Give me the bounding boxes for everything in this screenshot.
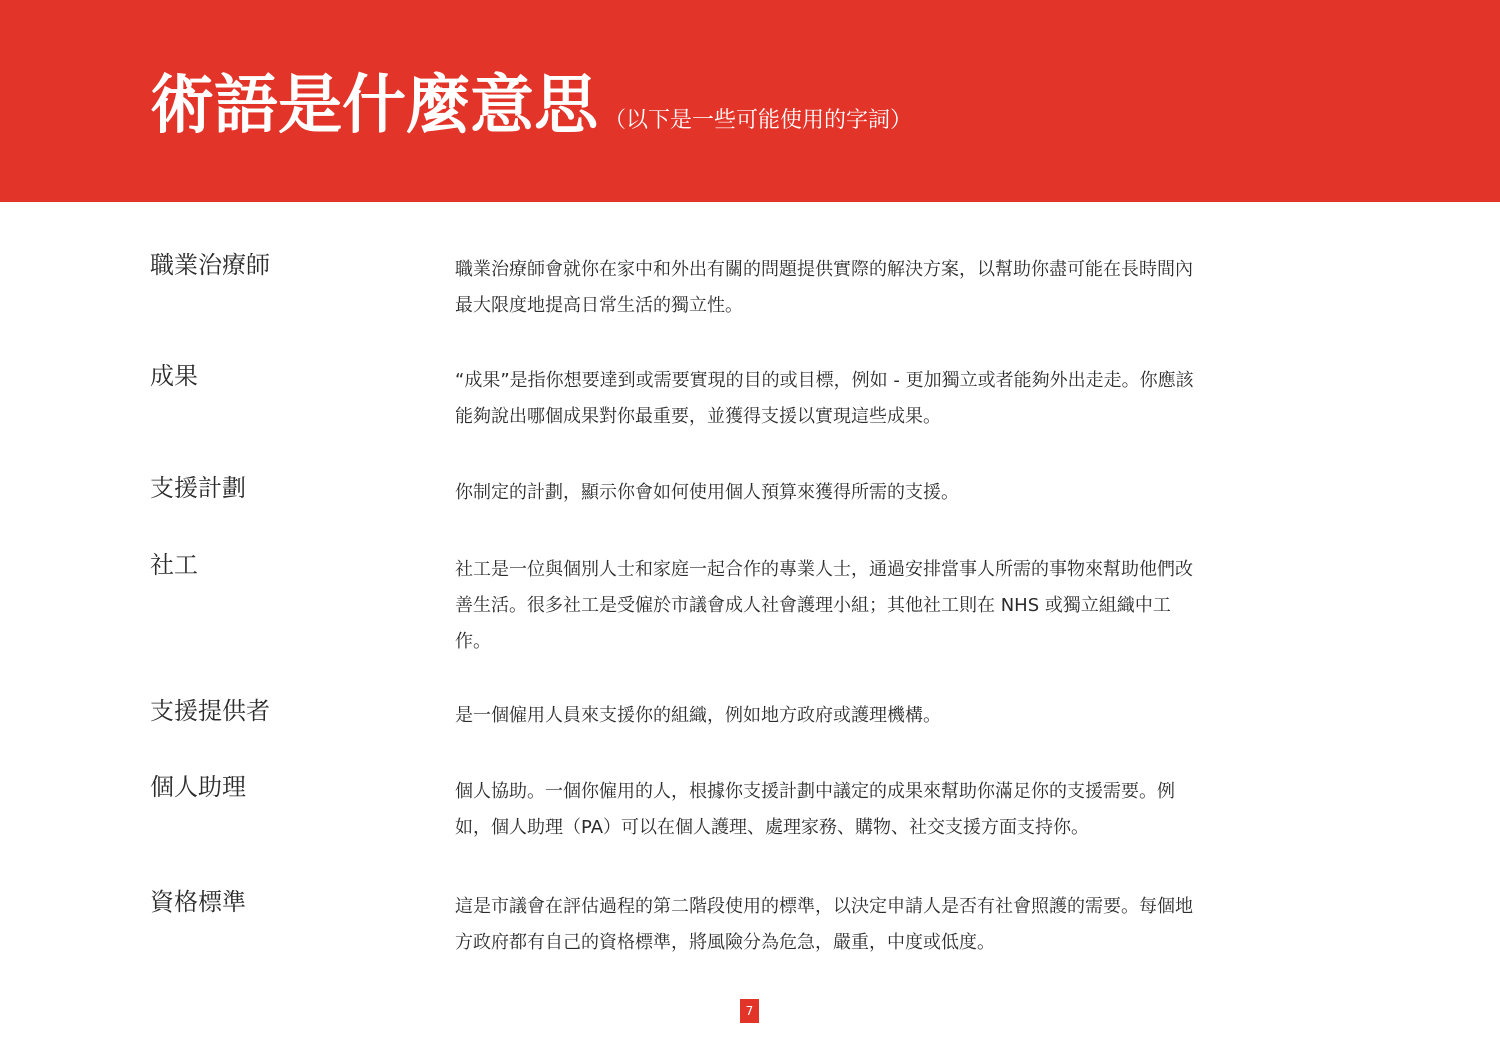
glossary-term: 社工 bbox=[150, 551, 198, 579]
glossary-term: 支援計劃 bbox=[150, 474, 246, 502]
glossary-term: 支援提供者 bbox=[150, 697, 270, 725]
glossary-definition: 這是市議會在評估過程的第二階段使用的標準，以決定申請人是否有社會照護的需要。每個地方政府都有自己的資格標準，將風險分為危急，嚴重，中度或低度。 bbox=[455, 896, 1193, 953]
glossary-definition: 職業治療師會就你在家中和外出有關的問題提供實際的解決方案，以幫助你盡可能在長時間內最大限度地提高日常生活的獨立性。 bbox=[455, 259, 1193, 316]
glossary-definition: 你制定的計劃，顯示你會如何使用個人預算來獲得所需的支援。 bbox=[455, 482, 959, 503]
glossary-term: 資格標準 bbox=[150, 888, 246, 916]
glossary-definition: 社工是一位與個別人士和家庭一起合作的專業人士，通過安排當事人所需的事物來幫助他們改善生活。很多社工是受僱於市議會成人社會護理小組；其他社工則在 NHS 或獨立組織中工作。 bbox=[455, 559, 1193, 652]
page-title: 術語是什麼意思 bbox=[150, 69, 598, 143]
glossary-term: 職業治療師 bbox=[150, 251, 270, 279]
glossary-definition: 個人協助。一個你僱用的人，根據你支援計劃中議定的成果來幫助你滿足你的支援需要。例如，個人助理（PA）可以在個人護理、處理家務、購物、社交支援方面支持你。 bbox=[455, 781, 1175, 838]
page-number-badge: 7 bbox=[740, 999, 759, 1023]
glossary-term: 成果 bbox=[150, 362, 198, 390]
glossary-term: 個人助理 bbox=[150, 773, 246, 801]
page-subtitle: （以下是一些可能使用的字詞） bbox=[604, 108, 913, 133]
glossary-definition: “成果”是指你想要達到或需要實現的目的或目標，例如 - 更加獨立或者能夠外出走走。你應該能夠說出哪個成果對你最重要，並獲得支援以實現這些成果。 bbox=[455, 370, 1194, 427]
glossary-definition: 是一個僱用人員來支援你的組織，例如地方政府或護理機構。 bbox=[455, 705, 941, 726]
page-header bbox=[0, 0, 1500, 202]
